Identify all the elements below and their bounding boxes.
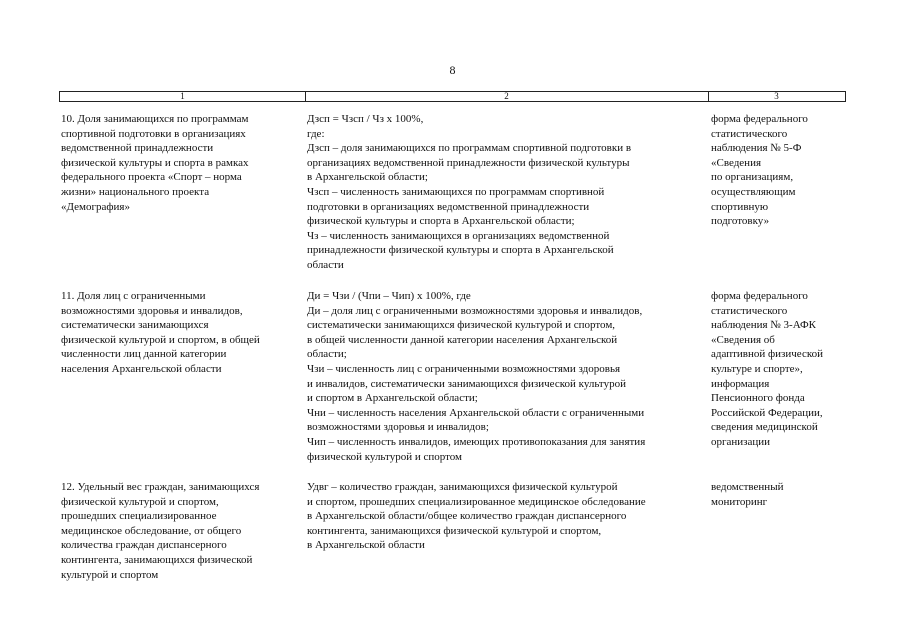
- source-cell: ведомственный мониторинг: [711, 481, 784, 508]
- header-col-3: 3: [774, 91, 779, 101]
- page-number: 8: [449, 63, 456, 77]
- indicator-cell: 12. Удельный вес граждан, занимающихся физической культурой и спортом, прошедших специализированное медицинское обследование, от общего количества граждан диспансерного контингента, занимающихся физической культурой и спортом: [61, 481, 260, 581]
- formula-cell: Ди = Чзи / (Чпи – Чип) х 100%, где Ди – доля лиц с ограниченными возможностями здоровья и инвалидов, систематически занимающихся физической культурой и спортом, в общей численности данной категории населения Архангельской области; Чзи – численность лиц с ограниченными возможностями здоровья и инвалидов, систематически занимающихся физической культурой и спортом в Архангельской области; Чни – численность населения Архангельской области с ограниченными возможностями здоровья и инвалидов; Чип – численность инвалидов, имеющих противопоказания для занятия физической культурой и спортом: [307, 290, 646, 463]
- source-cell: форма федерального статистического наблюдения № 3-АФК «Сведения об адаптивной физической культуре и спорте», информация Пенсионного фонда Российской Федерации, сведения медицинской организации: [711, 290, 824, 448]
- header-col-1: 1: [60, 92, 306, 101]
- indicator-cell: 11. Доля лиц с ограниченными возможностями здоровья и инвалидов, систематически занимающихся физической культурой и спортом, в общей численности лиц данной категории населения Архангельской области: [61, 290, 260, 375]
- formula-cell: Дзсп = Чзсп / Чз х 100%, где: Дзсп – доля занимающихся по программам спортивной подготовки в организациях ведомственной принадлежности физической культуры в Архангельской области; Чзсп – численность занимающихся по программам спортивной подготовки в организациях ведомственной принадлежности физической культуры и спорта в Архангельской области; Чз – численность занимающихся в организациях ведомственной принадлежности физической культуры и спорта в Архангельской области: [307, 113, 632, 271]
- header-col-2: 2: [305, 92, 709, 101]
- source-cell: форма федерального статистического наблюдения № 5-Ф «Сведения по организациям, осуществляющим спортивную подготовку»: [711, 113, 808, 228]
- indicator-cell: 10. Доля занимающихся по программам спортивной подготовки в организациях ведомственной принадлежности физической культуры и спорта в рамках федерального проекта «Спорт – норма жизни» национального проекта «Демография»: [61, 113, 249, 213]
- table-header-row: [59, 91, 846, 102]
- formula-cell: Удвг – количество граждан, занимающихся физической культурой и спортом, прошедших специализированное медицинское обследование в Архангельской области/общее количество граждан диспансерного контингента, занимающихся физической культурой и спортом, в Архангельской области: [307, 481, 646, 552]
